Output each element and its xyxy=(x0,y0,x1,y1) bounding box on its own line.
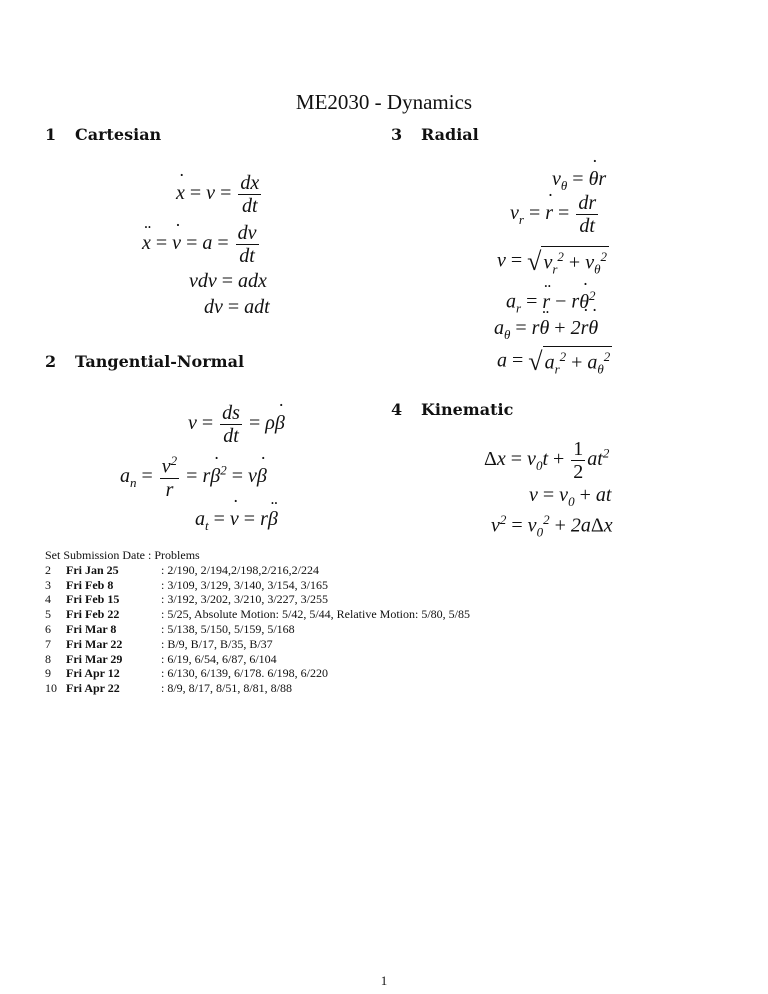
equation-tangential-acceleration: $a_t$ = ˙ v = r¨ β xyxy=(195,508,278,534)
section-tangential-heading xyxy=(45,352,244,371)
equation-a-magnitude-radial: a = √ $a_r^2 + a_\theta^2$ xyxy=(497,346,611,377)
equation-v-theta: $v_\theta$ = ˙ θr xyxy=(552,168,606,194)
section-cartesian-heading xyxy=(45,125,161,144)
row-set: 8 xyxy=(45,651,51,666)
table-row xyxy=(45,681,470,696)
row-set: 6 xyxy=(45,621,51,636)
section-radial-heading xyxy=(391,125,479,144)
table-row xyxy=(45,622,470,637)
row-problems: : 2/190, 2/194,2/198,2/216,2/224 xyxy=(161,562,320,577)
row-date: Fri Mar 22 xyxy=(66,636,123,651)
equation-v-r: $v_r$ = ˙ r = $\frac{dr}{dt}$ xyxy=(510,192,600,237)
row-date: Fri Feb 8 xyxy=(66,577,114,592)
row-set: 7 xyxy=(45,636,51,651)
section-number: 2 xyxy=(45,352,57,371)
row-problems: : 3/192, 3/202, 3/210, 3/227, 3/255 xyxy=(161,592,329,607)
table-row xyxy=(45,563,470,578)
equation-speed-tangential: v = $\frac{ds}{dt}$ = ρ˙ β xyxy=(188,402,285,447)
row-problems: : 6/19, 6/54, 6/87, 6/104 xyxy=(161,651,277,666)
row-date: Fri Mar 29 xyxy=(66,651,123,666)
equation-acceleration-cartesian: ¨ x = ˙ v = a = $\frac{dv}{dt}$ xyxy=(142,222,261,267)
row-date: Fri Apr 12 xyxy=(66,666,120,681)
section-kinematic-heading xyxy=(391,400,513,419)
row-set: 10 xyxy=(45,681,57,696)
table-row xyxy=(45,607,470,622)
page-number: 1 xyxy=(380,973,388,988)
section-number: 4 xyxy=(391,400,403,419)
table-row xyxy=(45,666,470,681)
section-label: Kinematic xyxy=(421,400,514,419)
row-problems: : 5/25, Absolute Motion: 5/42, 5/44, Relative Motion: 5/80, 5/85 xyxy=(161,607,470,622)
section-label: Cartesian xyxy=(75,125,162,144)
table-row xyxy=(45,592,470,607)
row-date: Fri Jan 25 xyxy=(66,562,119,577)
section-number: 1 xyxy=(45,125,57,144)
page-title: ME2030 - Dynamics xyxy=(295,90,473,114)
table-header xyxy=(45,548,470,563)
equation-displacement: $\Delta x = v_0t$ + $\frac{1}{2}$ $at^2$ xyxy=(484,438,610,483)
header-date: Submission Date xyxy=(63,548,146,562)
row-set: 4 xyxy=(45,592,51,607)
row-date: Fri Feb 15 xyxy=(66,592,120,607)
section-label: Radial xyxy=(421,125,479,144)
section-label: Tangential-Normal xyxy=(75,352,245,371)
row-set: 5 xyxy=(45,607,51,622)
row-set: 3 xyxy=(45,577,51,592)
row-problems: : 8/9, 8/17, 8/51, 8/81, 8/88 xyxy=(161,681,293,696)
equation-final-velocity: $v = v_0$ + at xyxy=(529,484,612,509)
row-problems: : 5/138, 5/150, 5/159, 5/168 xyxy=(161,621,295,636)
row-date: Fri Apr 22 xyxy=(66,681,120,696)
row-problems: : 6/130, 6/139, 6/178. 6/198, 6/220 xyxy=(161,666,329,681)
row-problems: : B/9, B/17, B/35, B/37 xyxy=(161,636,273,651)
submission-table xyxy=(45,548,470,696)
table-row xyxy=(45,578,470,593)
equation-velocity-squared: $v^2 = v_0^2 + 2a\Delta x$ xyxy=(491,512,613,540)
equation-dv: dv = adt xyxy=(204,296,270,318)
equation-normal-acceleration: $a_n$ = $\frac{v^2}{r}$ = r˙ $\beta^2$ = v˙ β xyxy=(120,454,267,501)
equation-a-theta: $a_\theta$ = r¨ θ + 2˙ r˙ θ xyxy=(494,317,598,343)
equation-velocity-cartesian: ˙ x = v = $\frac{dx}{dt}$ xyxy=(176,172,263,217)
row-date: Fri Feb 22 xyxy=(66,607,120,622)
table-row xyxy=(45,637,470,652)
section-number: 3 xyxy=(391,125,403,144)
header-set: Set xyxy=(45,548,61,562)
equation-vdv: vdv = adx xyxy=(189,270,267,292)
equation-v-magnitude-radial: v = √ $v_r^2 + v_\theta^2$ xyxy=(497,246,607,277)
header-sep: : xyxy=(148,548,152,562)
table-row xyxy=(45,652,470,667)
header-problems: Problems xyxy=(154,548,200,562)
row-set: 2 xyxy=(45,562,51,577)
row-set: 9 xyxy=(45,666,51,681)
equation-a-r: $a_r$ = ¨ r − r˙ $\theta^2$ xyxy=(506,288,596,317)
row-problems: : 3/109, 3/129, 3/140, 3/154, 3/165 xyxy=(161,577,329,592)
row-date: Fri Mar 8 xyxy=(66,621,117,636)
